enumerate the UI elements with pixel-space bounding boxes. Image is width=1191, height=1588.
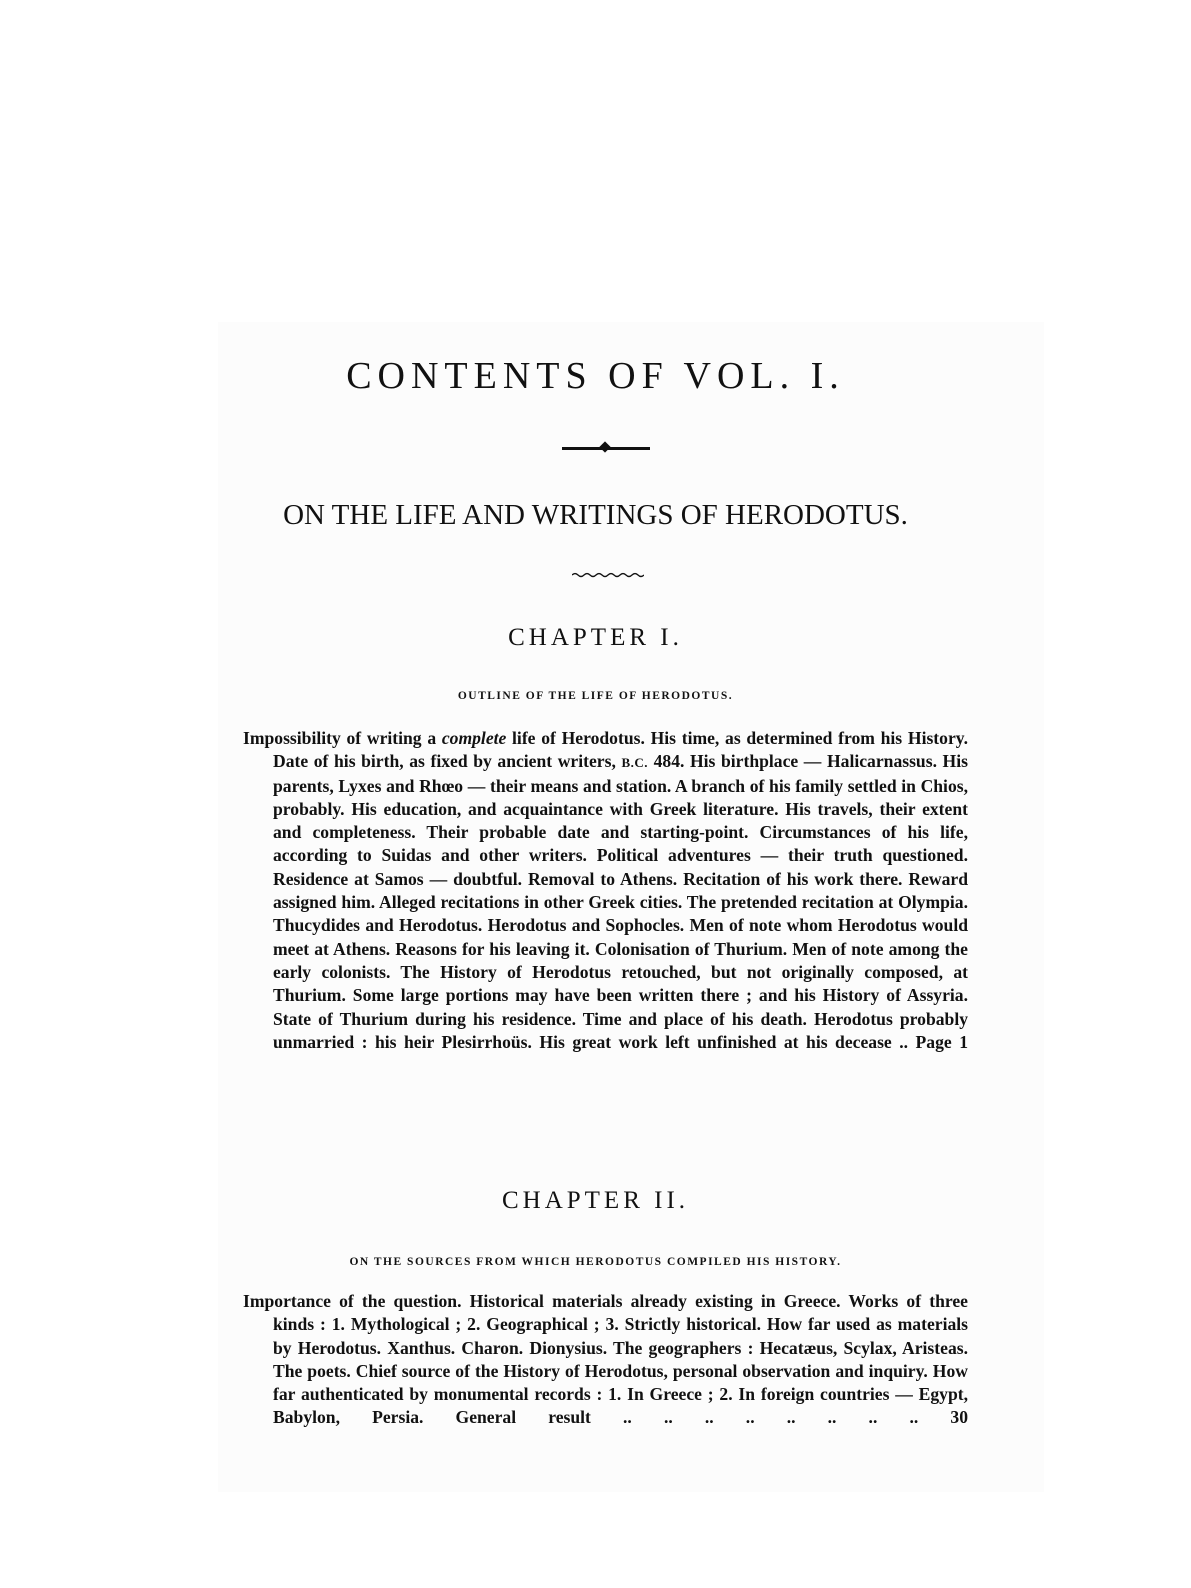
ornamental-rule: [562, 447, 650, 450]
chapter-2-subheading: ON THE SOURCES FROM WHICH HERODOTUS COMPILED HIS HISTORY.: [349, 1256, 842, 1268]
chapter-1-subheading: OUTLINE OF THE LIFE OF HERODOTUS.: [457, 690, 734, 702]
page-title: CONTENTS OF VOL. I.: [346, 355, 845, 397]
chapter-1-heading: CHAPTER I.: [508, 624, 683, 651]
summary-italic-word: complete: [441, 728, 507, 748]
chapter-2-heading: CHAPTER II.: [501, 1187, 690, 1214]
summary-text: 484. His birthplace — Halicarnassus. His parents, Lyxes and Rhœo — their means and station. A branch of his family settled in Chios, probably. His education, and acquaintance with Greek literature. His travels, their extent and completeness. Their probable date and starting-point. Circumstances of his life, according to Suidas and other writers. Political adventures — their truth questioned. Residence at Samos — doubtful. Removal to Athens. Recitation of his work there. Reward assigned him. Alleged recitations in other Greek cities. The pretended recitation at Olympia. Thucydides and Herodotus. Herodotus and Sophocles. Men of note whom Herodotus would meet at Athens. Reasons for his leaving it. Colonisation of Thurium. Men of note among the early colonists. The History of Herodotus retouched, but not originally composed, at Thurium. Some large portions may have been written there ; and his History of Assyria. State of Thurium during his residence. Time and place of his death. Herodotus probably unmarried : his heir Plesirrhoüs. His great work left unfinished at his decease .. Page 1: [273, 751, 968, 1052]
section-subtitle: ON THE LIFE AND WRITINGS OF HERODOTUS.: [283, 499, 908, 531]
summary-text: Impossibility of writing a: [243, 728, 442, 748]
summary-text: life of Herodotus. His time, as determined from his History. Date of his birth, as fixed by ancient writers,: [273, 728, 968, 772]
summary-small-caps: B.C.: [621, 755, 648, 771]
chapter-1-summary: [243, 727, 968, 1054]
wavy-rule-icon: [572, 572, 644, 578]
chapter-2-summary: Importance of the question. Historical materials already existing in Greece. Works of three kinds : 1. Mythological ; 2. Geographical ; 3. Strictly historical. How far used as materials by Herodotus. Xanthus. Charon. Dionysius. The geographers : Hecatæus, Scylax, Aristeas. The poets. Chief source of the History of Herodotus, personal observation and inquiry. How far authenticated by monumental records : 1. In Greece ; 2. In foreign countries — Egypt, Babylon, Persia. General result .. .. .. .. .. .. .. .. 30: [243, 1291, 968, 1428]
